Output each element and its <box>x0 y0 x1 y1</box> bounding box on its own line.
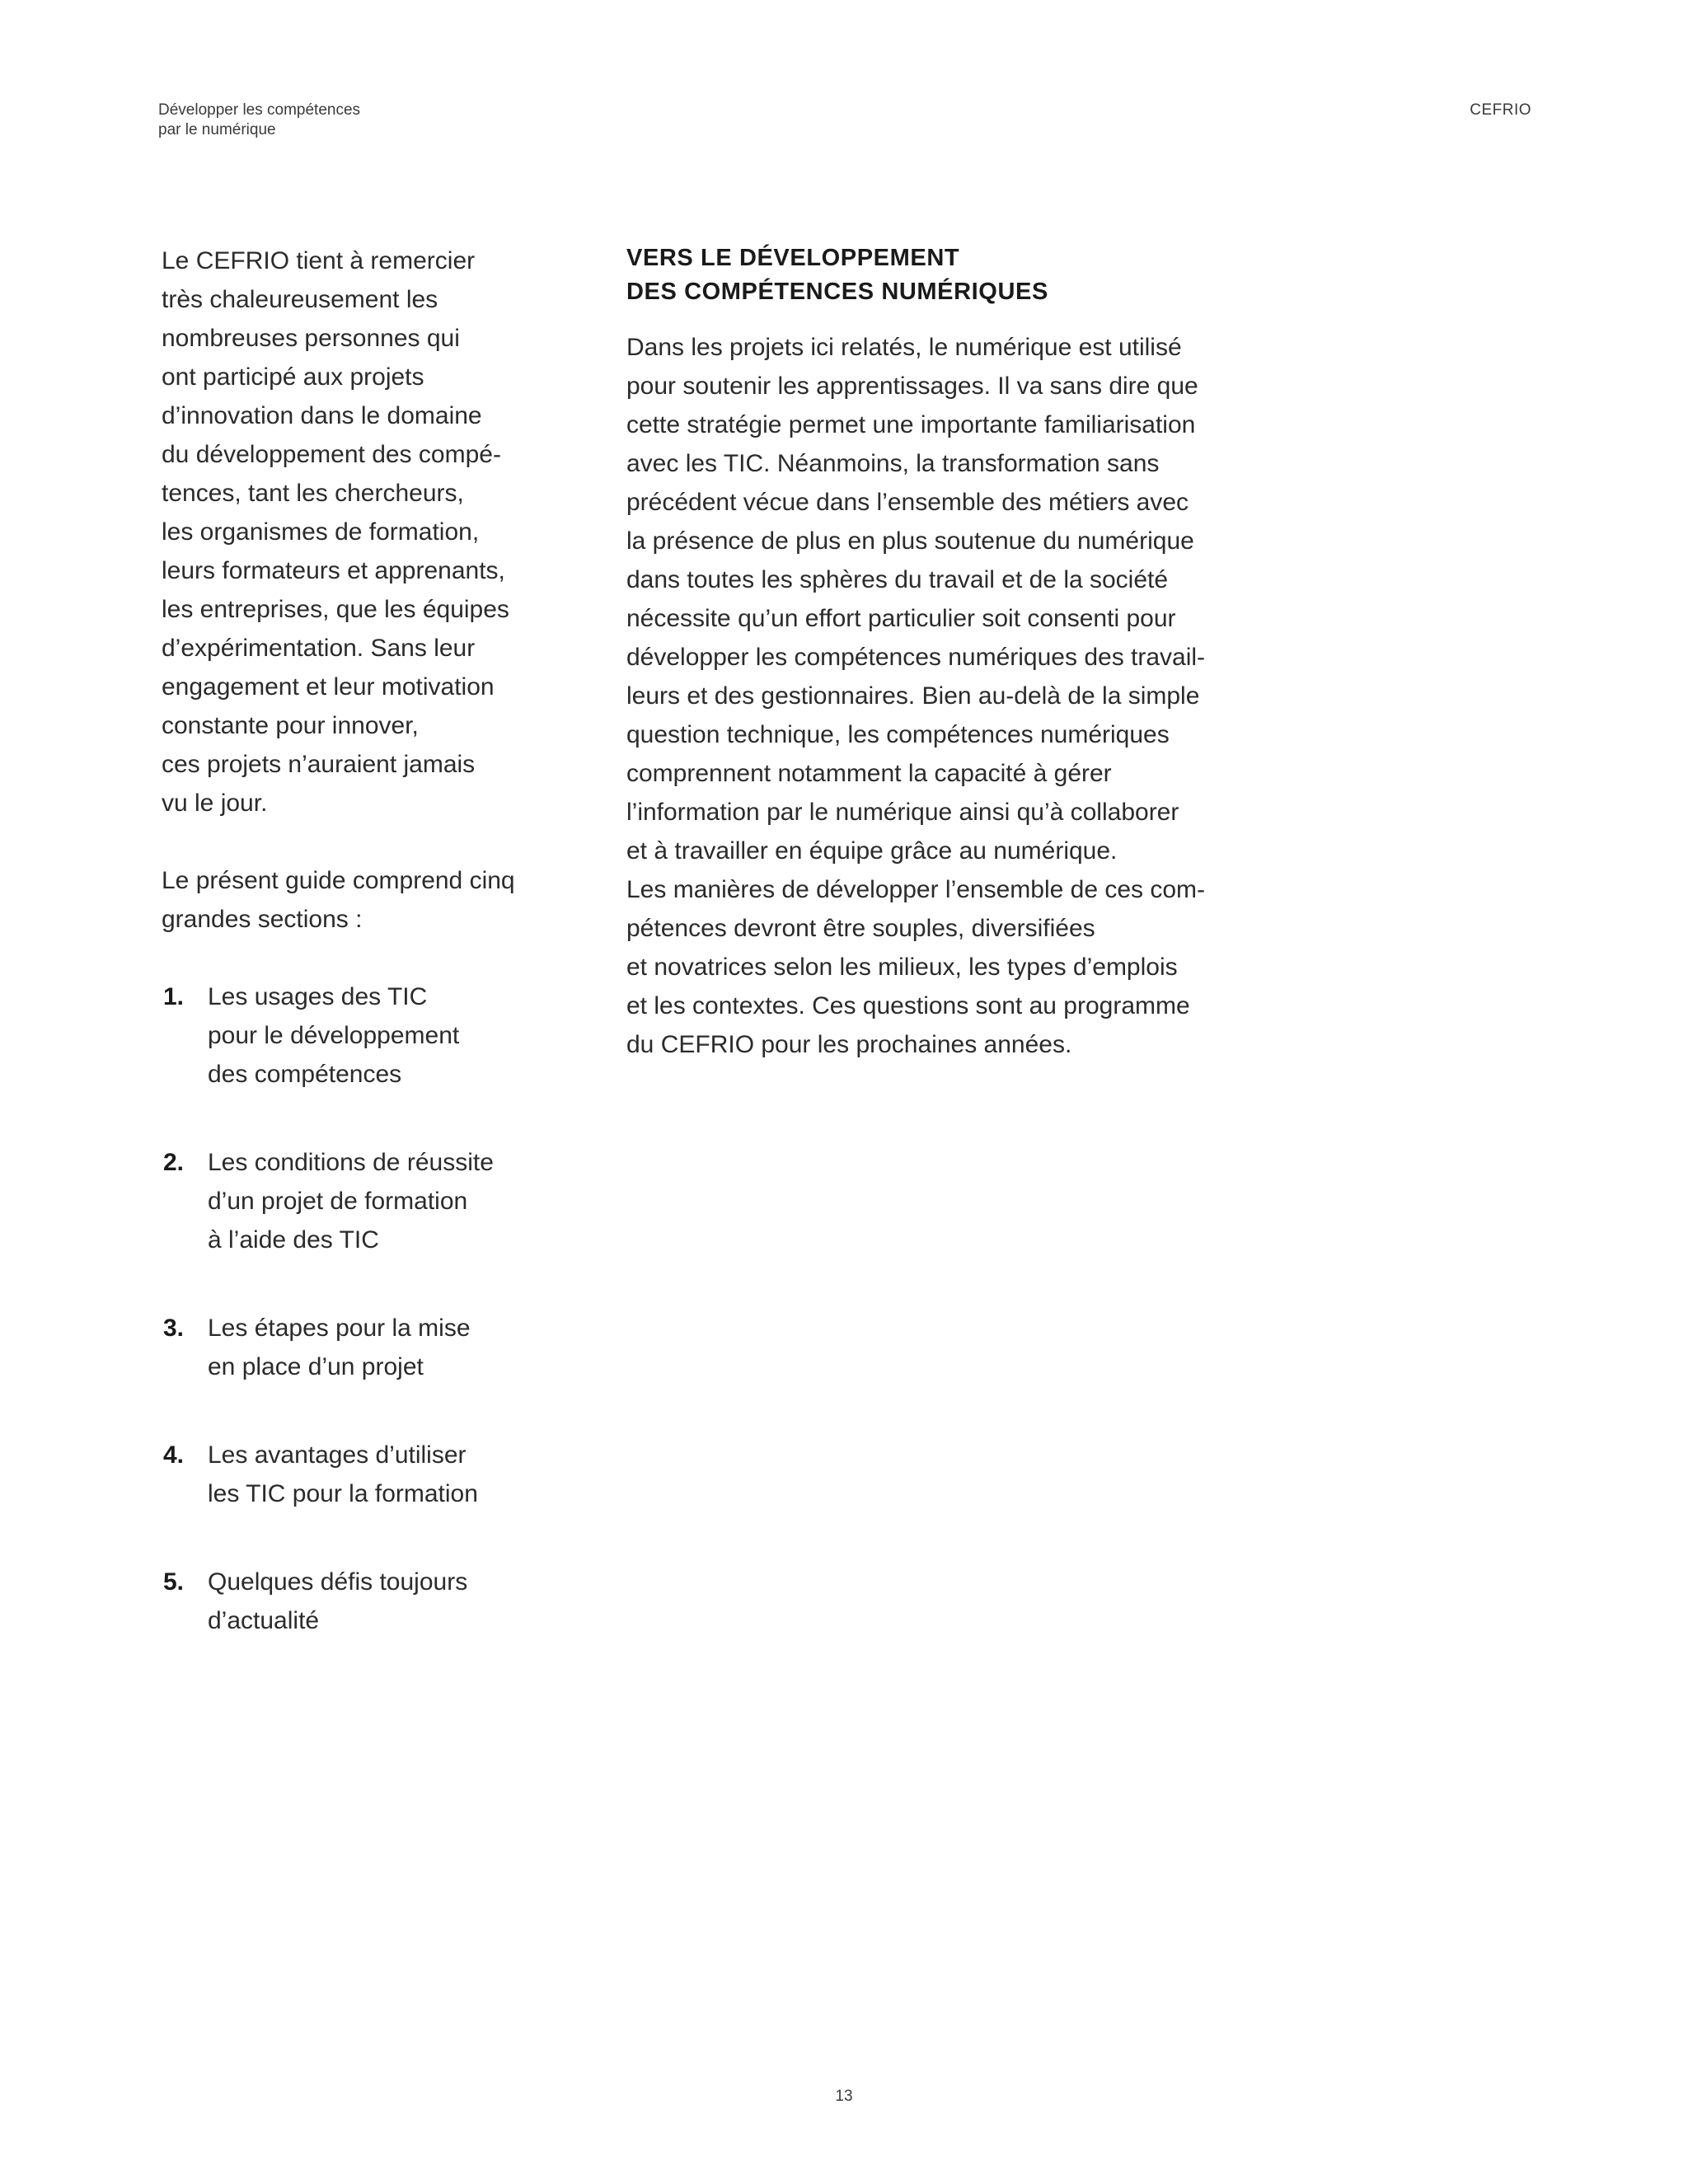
text-line: tences, tant les chercheurs, <box>162 480 464 507</box>
text-line: et les contextes. Ces questions sont au programme <box>626 992 1190 1019</box>
text-line: grandes sections : <box>162 906 363 933</box>
text-line: nombreuses personnes qui <box>162 325 460 352</box>
text-line: d’expérimentation. Sans leur <box>162 635 476 662</box>
text-line: Les conditions de réussite <box>208 1149 494 1176</box>
running-title-line-1: Développer les compétences <box>158 101 361 119</box>
list-item-number: 4. <box>163 1441 185 1469</box>
text-line: l’information par le numérique ainsi qu’à collaborer <box>626 799 1179 826</box>
text-line: précédent vécue dans l’ensemble des métiers avec <box>626 489 1189 516</box>
text-line: d’actualité <box>208 1607 320 1634</box>
text-line: la présence de plus en plus soutenue du numérique <box>626 527 1194 555</box>
text-line: Les avantages d’utiliser <box>208 1441 467 1469</box>
text-line: et novatrices selon les milieux, les types d’emplois <box>626 954 1178 981</box>
list-item-number: 3. <box>163 1315 185 1342</box>
text-line: dans toutes les sphères du travail et de la société <box>626 566 1169 593</box>
text-line: avec les TIC. Néanmoins, la transformation sans <box>626 450 1160 477</box>
text-line: pétences devront être souples, diversifiées <box>626 915 1095 942</box>
text-line: d’un projet de formation <box>208 1188 468 1215</box>
text-line: les entreprises, que les équipes <box>162 596 509 623</box>
text-line: des compétences <box>208 1061 402 1088</box>
text-line: les organismes de formation, <box>162 518 480 546</box>
text-line: leurs formateurs et apprenants, <box>162 557 505 584</box>
running-title-line-2: par le numérique <box>158 121 276 138</box>
text-line: vu le jour. <box>162 790 268 817</box>
text-line: et à travailler en équipe grâce au numérique. <box>626 837 1118 865</box>
text-line: développer les compétences numériques des travail- <box>626 644 1206 671</box>
guide-sections-list <box>162 977 574 1640</box>
text-line: question technique, les compétences numériques <box>626 721 1170 748</box>
text-line: pour soutenir les apprentissages. Il va sans dire que <box>626 373 1198 400</box>
text-line: Les manières de développer l’ensemble de ces com- <box>626 876 1206 903</box>
section-body <box>626 328 1302 1064</box>
list-item <box>162 1143 574 1259</box>
list-item-number: 1. <box>163 983 185 1010</box>
list-item <box>162 1436 574 1513</box>
right-column <box>626 241 1302 1064</box>
text-line: d’innovation dans le domaine <box>162 402 482 429</box>
text-line: Les usages des TIC <box>208 983 428 1010</box>
text-line: nécessite qu’un effort particulier soit consenti pour <box>626 605 1176 632</box>
heading-line: VERS LE DÉVELOPPEMENT <box>626 245 960 271</box>
text-line: les TIC pour la formation <box>208 1480 478 1507</box>
text-line: à l’aide des TIC <box>208 1226 379 1254</box>
list-item <box>162 1309 574 1386</box>
section-heading <box>626 241 1302 309</box>
list-item <box>162 977 574 1094</box>
text-line: leurs et des gestionnaires. Bien au-delà de la simple <box>626 682 1200 710</box>
acknowledgement-paragraph <box>162 241 574 823</box>
text-line: engagement et leur motivation <box>162 673 495 701</box>
text-line: pour le développement <box>208 1022 460 1049</box>
text-line: Le CEFRIO tient à remercier <box>162 247 476 274</box>
guide-intro-paragraph <box>162 861 574 939</box>
page-number: 13 <box>835 2088 853 2105</box>
list-item <box>162 1563 574 1640</box>
text-line: ont participé aux projets <box>162 363 424 391</box>
text-line: comprennent notamment la capacité à gérer <box>626 760 1112 787</box>
list-item-number: 2. <box>163 1149 185 1176</box>
text-line: Le présent guide comprend cinq <box>162 867 515 894</box>
text-line: en place d’un projet <box>208 1353 424 1380</box>
text-line: Dans les projets ici relatés, le numérique est utilisé <box>626 334 1182 361</box>
text-line: ces projets n’auraient jamais <box>162 751 476 778</box>
brand-label: CEFRIO <box>1470 101 1531 119</box>
text-line: cette stratégie permet une importante familiarisation <box>626 411 1196 438</box>
list-item-number: 5. <box>163 1568 185 1596</box>
left-column <box>162 241 574 1690</box>
text-line: Quelques défis toujours <box>208 1568 468 1596</box>
text-line: constante pour innover, <box>162 712 419 739</box>
text-line: du CEFRIO pour les prochaines années. <box>626 1031 1072 1058</box>
running-header <box>158 101 360 140</box>
text-line: Les étapes pour la mise <box>208 1315 471 1342</box>
text-line: du développement des compé- <box>162 441 501 468</box>
heading-line: DES COMPÉTENCES NUMÉRIQUES <box>626 279 1048 305</box>
text-line: très chaleureusement les <box>162 286 438 313</box>
